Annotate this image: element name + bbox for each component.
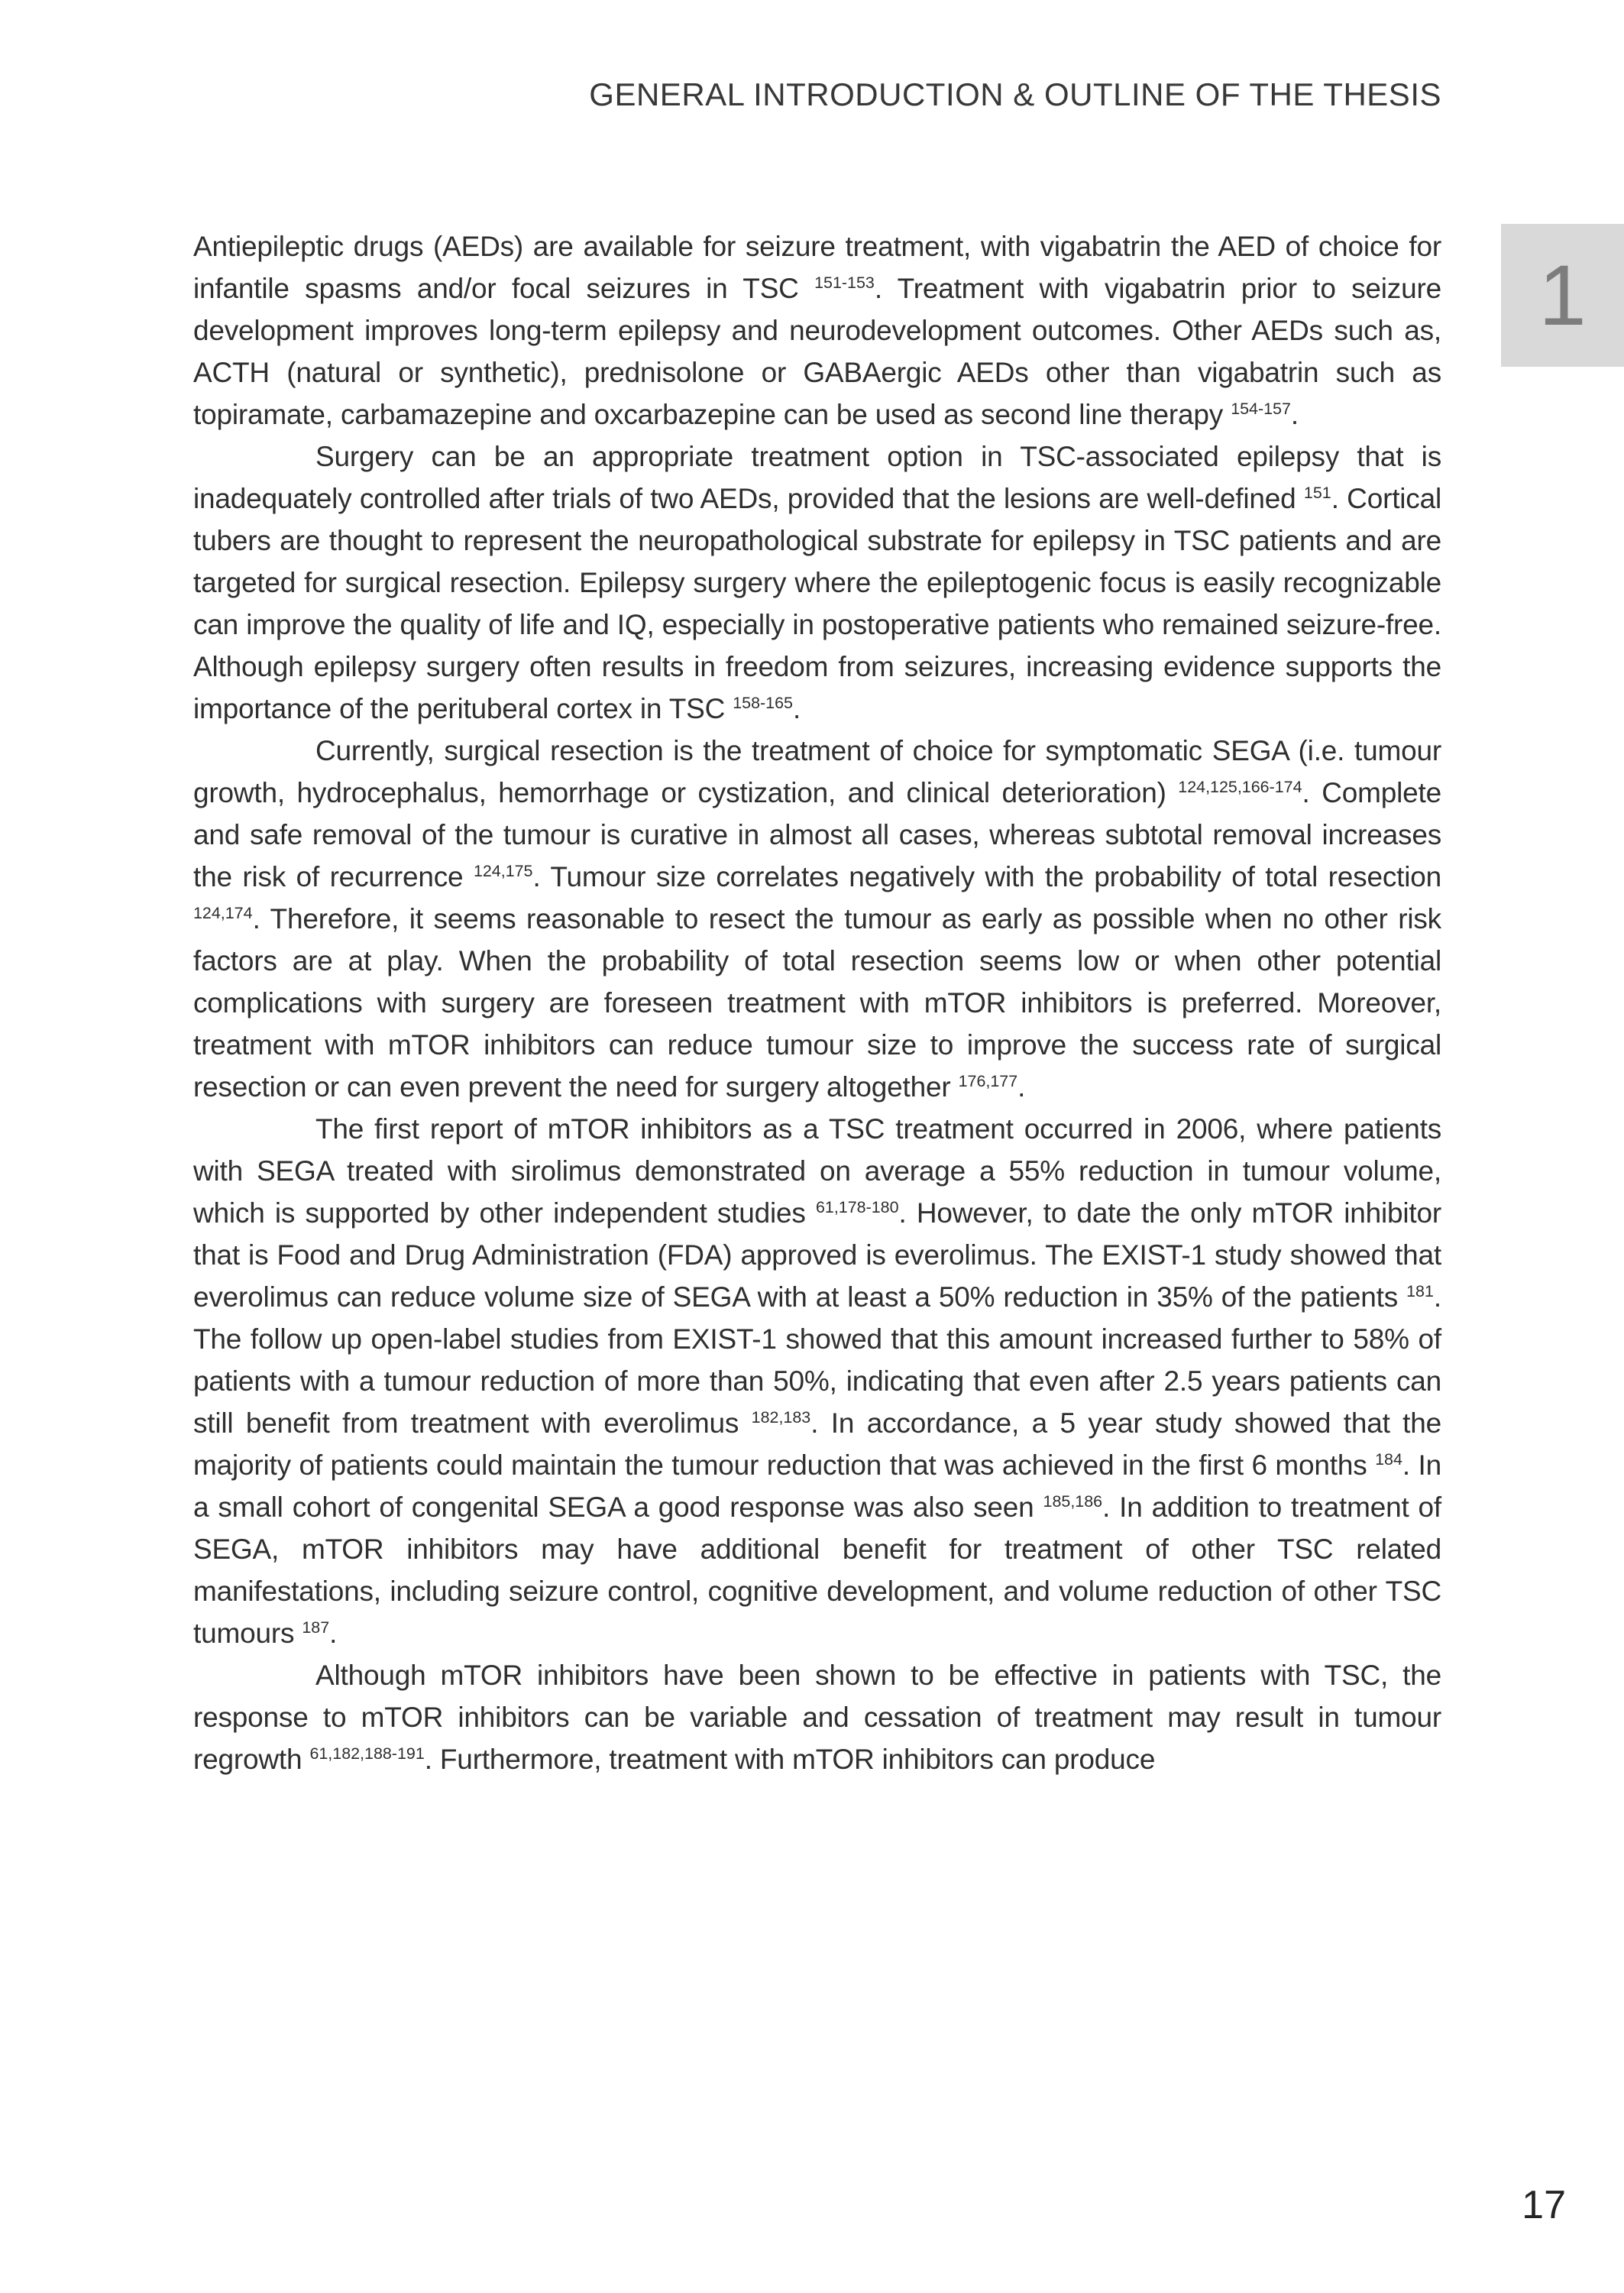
paragraph: Currently, surgical resection is the treatment of choice for symptomatic SEGA (i.e. tumour growth, hydrocephalus, hemorrhage or cystization, and clinical deterioration) $^{124,125,166-174}$. Complete and safe removal of the tumour is curative in almost all cases, whereas subtotal removal increases the risk of recurrence $^{124,175}$. Tumour size correlates negatively with the probability of total resection $^{124,174}$. Therefore, it seems reasonable to resect the tumour as early as possible when no other risk factors are at play. When the probability of total resection seems low or when other potential complications with surgery are foreseen treatment with mTOR inhibitors is preferred. Moreover, treatment with mTOR inhibitors can reduce tumour size to improve the success rate of surgical resection or can even prevent the need for surgery altogether $^{176,177}$.	[193, 735, 1441, 1103]
reference-superscript: 124,125,166-174	[1178, 778, 1302, 797]
reference-superscript: 151-153	[814, 274, 875, 293]
reference-superscript: 124,174	[193, 904, 253, 923]
chapter-number: 1	[1538, 247, 1587, 343]
paragraph: The first report of mTOR inhibitors as a TSC treatment occurred in 2006, where patients with SEGA treated with sirolimus demonstrated on average a 55% reduction in tumour volume, which is supported by other independent studies $^{61,178-180}$. However, to date the only mTOR inhibitor that is Food and Drug Administration (FDA) approved is everolimus. The EXIST-1 study showed that everolimus can reduce volume size of SEGA with at least a 50% reduction in 35% of the patients $^{181}$. The follow up open-label studies from EXIST-1 showed that this amount increased further to 58% of patients with a tumour reduction of more than 50%, indicating that even after 2.5 years patients can still benefit from treatment with everolimus $^{182,183}$. In accordance, a 5 year study showed that the majority of patients could maintain the tumour reduction that was achieved in the first 6 months $^{184}$. In a small cohort of congenital SEGA a good response was also seen $^{185,186}$. In addition to treatment of SEGA, mTOR inhibitors may have additional benefit for treatment of other TSC related manifestations, including seizure control, cognitive development, and volume reduction of other TSC tumours $^{187}$.	[193, 1113, 1441, 1649]
reference-superscript: 61,182,188-191	[309, 1744, 425, 1763]
reference-superscript: 182,183	[751, 1408, 811, 1427]
reference-superscript: 187	[302, 1618, 330, 1637]
reference-superscript: 185,186	[1043, 1492, 1103, 1511]
paragraph: Surgery can be an appropriate treatment option in TSC-associated epilepsy that is inadequately controlled after trials of two AEDs, provided that the lesions are well-defined $^{151}$. Cortical tubers are thought to represent the neuropathological substrate for epilepsy in TSC patients and are targeted for surgical resection. Epilepsy surgery where the epileptogenic focus is easily recognizable can improve the quality of life and IQ, especially in postoperative patients who remained seizure-free. Although epilepsy surgery often results in freedom from seizures, increasing evidence supports the importance of the perituberal cortex in TSC $^{158-165}$.	[193, 441, 1441, 724]
paragraphs	[193, 225, 1441, 1780]
paragraph: Antiepileptic drugs (AEDs) are available for seizure treatment, with vigabatrin the AED of choice for infantile spasms and/or focal seizures in TSC $^{151-153}$. Treatment with vigabatrin prior to seizure development improves long-term epilepsy and neurodevelopment outcomes. Other AEDs such as, ACTH (natural or synthetic), prednisolone or GABAergic AEDs other than vigabatrin such as topiramate, carbamazepine and oxcarbazepine can be used as second line therapy $^{154-157}$.	[193, 231, 1441, 430]
chapter-tab	[1501, 224, 1624, 367]
reference-superscript: 61,178-180	[815, 1198, 899, 1217]
reference-superscript: 154-157	[1231, 400, 1291, 419]
reference-superscript: 176,177	[958, 1072, 1018, 1091]
body-text	[193, 225, 1441, 1780]
page-number: 17	[1522, 2183, 1566, 2227]
reference-superscript: 151	[1303, 484, 1331, 503]
reference-superscript: 184	[1375, 1450, 1402, 1469]
reference-superscript: 158-165	[733, 694, 793, 713]
reference-superscript: 181	[1406, 1282, 1434, 1301]
running-header: GENERAL INTRODUCTION & OUTLINE OF THE THESIS	[589, 76, 1441, 112]
reference-superscript: 124,175	[473, 862, 533, 881]
paragraph: Although mTOR inhibitors have been shown to be effective in patients with TSC, the response to mTOR inhibitors can be variable and cessation of treatment may result in tumour regrowth $^{61,182,188-191}$. Furthermore, treatment with mTOR inhibitors can produce	[193, 1660, 1441, 1775]
